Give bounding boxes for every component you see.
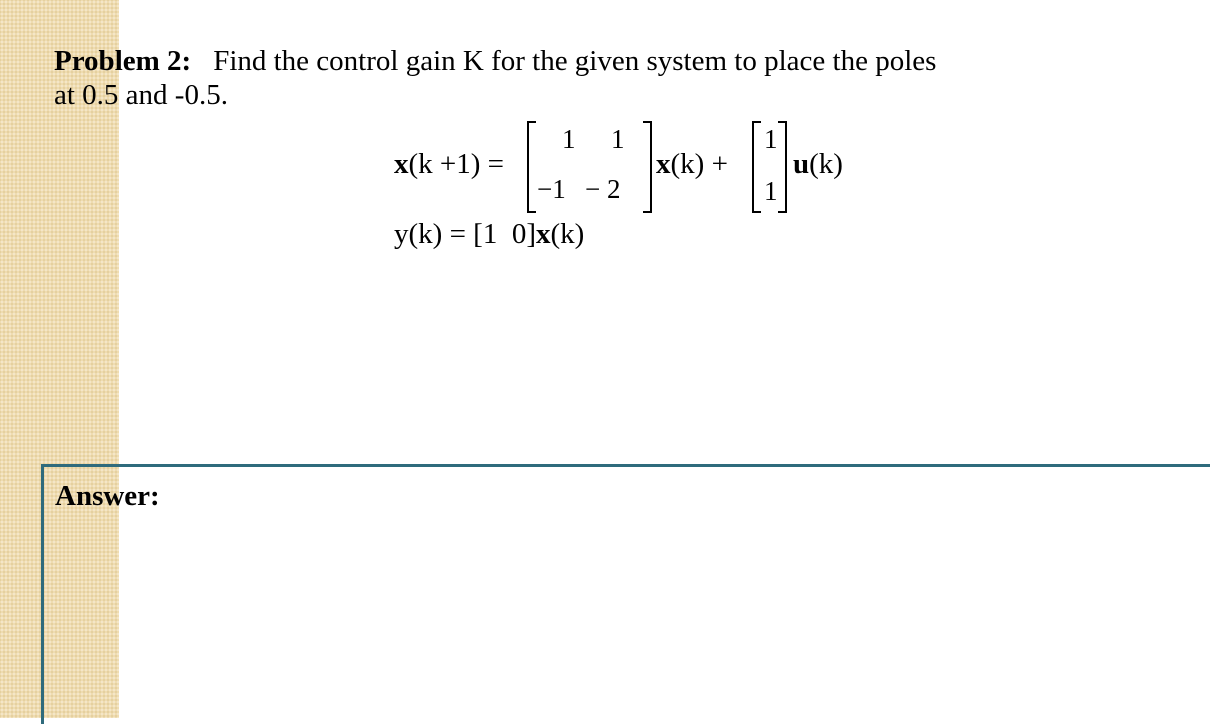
matrix-a-cell-11: 1 <box>562 124 576 154</box>
input-symbol: u <box>793 148 810 180</box>
matrix-b-left-bracket <box>752 121 761 213</box>
state-argument: (k) + <box>670 148 728 180</box>
output-equation-lhs: y(k) = [1 0] <box>394 218 536 250</box>
matrix-a-cell-21: −1 <box>537 174 566 204</box>
input-term <box>793 150 843 179</box>
problem-text-line2: at 0.5 and -0.5. <box>54 79 228 111</box>
matrix-a-left-bracket <box>527 121 536 213</box>
output-state-argument: (k) <box>550 218 585 250</box>
problem-text-line1: Find the control gain K for the given system to place the poles <box>213 45 937 77</box>
matrix-a-cell-22: − 2 <box>585 174 621 204</box>
matrix-a-cell-12: 1 <box>611 124 625 154</box>
state-symbol: x <box>656 148 671 180</box>
state-equation-lhs <box>394 150 504 179</box>
output-state-symbol: x <box>535 218 551 250</box>
matrix-b-cell-1: 1 <box>764 124 778 154</box>
answer-box[interactable] <box>41 464 1210 724</box>
problem-label: Problem 2: <box>54 45 192 77</box>
answer-label: Answer: <box>55 480 160 512</box>
input-argument: (k) <box>809 148 843 180</box>
matrix-b-cell-2: 1 <box>764 176 778 206</box>
matrix-a-right-bracket <box>643 121 652 213</box>
problem-statement <box>54 44 1054 112</box>
lhs-argument: (k +1) = <box>408 148 505 180</box>
matrix-b-right-bracket <box>778 121 787 213</box>
lhs-state-symbol: x <box>394 148 409 180</box>
output-equation <box>394 220 584 249</box>
state-term <box>656 150 728 179</box>
